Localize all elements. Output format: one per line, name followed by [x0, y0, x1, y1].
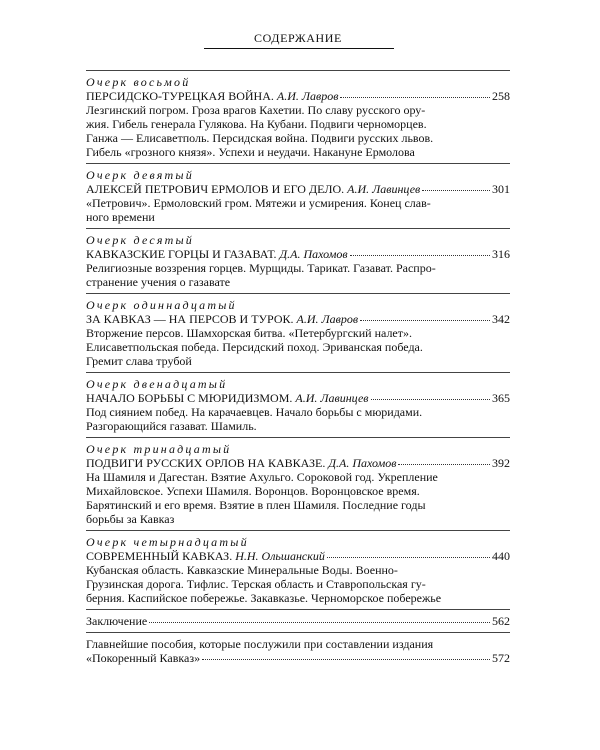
- dot-leader: [398, 455, 490, 465]
- sources-line: Главнейшие пособия, которые послужили при составлении издания: [86, 637, 434, 651]
- section-divider: [86, 632, 510, 633]
- chapter-title: КАВКАЗСКИЕ ГОРЦЫ И ГАЗАВАТ.: [86, 247, 277, 261]
- dot-leader: [149, 613, 490, 623]
- sources-text: [86, 637, 510, 651]
- page-number: 562: [492, 614, 510, 628]
- chapter-author: Д.А. Пахомов: [328, 456, 397, 470]
- summary-line: Разгорающийся газават. Шамиль.: [86, 419, 257, 433]
- toc-chapter: [86, 372, 510, 433]
- section-divider: [86, 437, 510, 438]
- title-underline: [204, 48, 394, 49]
- summary-line: Грузинская дорога. Тифлис. Терская область и Ставропольская гу-: [86, 577, 426, 591]
- toc-chapter: [86, 163, 510, 224]
- chapter-label: Очерк восьмой: [86, 75, 191, 89]
- chapter-summary: [86, 261, 510, 289]
- section-divider: [86, 163, 510, 164]
- section-divider: [86, 530, 510, 531]
- chapter-author: А.И. Лавинцев: [295, 391, 369, 405]
- section-divider: [86, 293, 510, 294]
- chapter-summary: [86, 405, 510, 433]
- dot-leader: [371, 390, 490, 400]
- chapter-label: Очерк десятый: [86, 233, 195, 247]
- summary-line: На Шамиля и Дагестан. Взятие Ахульго. Сороковой год. Укрепление: [86, 470, 438, 484]
- section-divider: [86, 372, 510, 373]
- chapter-summary: [86, 103, 510, 159]
- chapter-title-row[interactable]: [86, 247, 510, 261]
- chapter-title-row[interactable]: [86, 549, 510, 563]
- chapter-title: ЗА КАВКАЗ — НА ПЕРСОВ И ТУРОК.: [86, 312, 294, 326]
- dot-leader: [327, 548, 490, 558]
- chapter-title: АЛЕКСЕЙ ПЕТРОВИЧ ЕРМОЛОВ И ЕГО ДЕЛО.: [86, 182, 345, 196]
- chapter-title-row[interactable]: [86, 89, 510, 103]
- summary-line: Елисаветпольская победа. Персидский поход. Эриванская победа.: [86, 340, 423, 354]
- chapter-author: Н.Н. Ольшанский: [235, 549, 325, 563]
- toc-chapter: [86, 437, 510, 526]
- chapter-label: Очерк одиннадцатый: [86, 298, 237, 312]
- summary-line: Лезгинский погром. Гроза врагов Кахетии. По славу русского ору-: [86, 103, 426, 117]
- dot-leader: [202, 650, 490, 660]
- summary-line: берния. Каспийское побережье. Закавказье. Черноморское побережье: [86, 591, 442, 605]
- chapter-title: ПОДВИГИ РУССКИХ ОРЛОВ НА КАВКАЗЕ.: [86, 456, 326, 470]
- section-divider: [86, 228, 510, 229]
- summary-line: Михайловское. Успехи Шамиля. Воронцов. Воронцовское время.: [86, 484, 420, 498]
- chapter-summary: [86, 470, 510, 526]
- chapter-title: СОВРЕМЕННЫЙ КАВКАЗ.: [86, 549, 233, 563]
- section-divider: [86, 609, 510, 610]
- page-title: СОДЕРЖАНИЕ: [254, 31, 342, 45]
- summary-line: Кубанская область. Кавказские Минеральные Воды. Военно-: [86, 563, 398, 577]
- chapter-label: Очерк девятый: [86, 168, 194, 182]
- chapter-summary: [86, 196, 510, 224]
- chapter-title: ПЕРСИДСКО-ТУРЕЦКАЯ ВОЙНА.: [86, 89, 274, 103]
- toc-chapter: [86, 70, 510, 159]
- toc-content: [86, 66, 510, 665]
- chapter-author: А.И. Лавров: [296, 312, 359, 326]
- chapter-label: Очерк тринадцатый: [86, 442, 232, 456]
- dot-leader: [422, 181, 490, 191]
- chapter-title-row[interactable]: [86, 182, 510, 196]
- summary-line: Религиозные воззрения горцев. Мурщиды. Тарикат. Газават. Распро-: [86, 261, 436, 275]
- page-number: 365: [492, 391, 510, 405]
- chapter-title-row[interactable]: [86, 391, 510, 405]
- chapter-title-row[interactable]: [86, 456, 510, 470]
- summary-line: борьбы за Кавказ: [86, 512, 175, 526]
- conclusion-title: Заключение: [86, 614, 148, 628]
- summary-line: Барятинский и его время. Взятие в плен Шамиля. Последние годы: [86, 498, 426, 512]
- summary-line: Ганжа — Елисаветполь. Персидская война. Подвиги русских львов.: [86, 131, 434, 145]
- page-number: 440: [492, 549, 510, 563]
- chapter-label: Очерк четырнадцатый: [86, 535, 249, 549]
- page-number: 316: [492, 247, 510, 261]
- section-divider: [86, 70, 510, 71]
- toc-conclusion: [86, 609, 510, 628]
- chapter-author: А.И. Лавинцев: [347, 182, 421, 196]
- summary-line: ного времени: [86, 210, 155, 224]
- chapter-summary: [86, 563, 510, 605]
- chapter-summary: [86, 326, 510, 368]
- summary-line: странение учения о газавате: [86, 275, 231, 289]
- chapter-author: Д.А. Пахомов: [279, 247, 348, 261]
- page-number: 258: [492, 89, 510, 103]
- summary-line: Под сиянием побед. На карачаевцев. Начало борьбы с мюридами.: [86, 405, 423, 419]
- page-number: 392: [492, 456, 510, 470]
- dot-leader: [350, 246, 490, 256]
- summary-line: «Петрович». Ермоловский гром. Мятежи и усмирения. Конец слав-: [86, 196, 431, 210]
- page-number: 342: [492, 312, 510, 326]
- summary-line: жия. Гибель генерала Гулякова. На Кубани. Подвиги черноморцев.: [86, 117, 427, 131]
- dot-leader: [360, 311, 490, 321]
- toc-chapter: [86, 228, 510, 289]
- chapter-label: Очерк двенадцатый: [86, 377, 228, 391]
- chapter-title-row[interactable]: [86, 312, 510, 326]
- page-number: 301: [492, 182, 510, 196]
- summary-line: Гремит слава трубой: [86, 354, 192, 368]
- dot-leader: [340, 88, 490, 98]
- toc-chapter: [86, 530, 510, 605]
- toc-chapter: [86, 293, 510, 368]
- summary-line: Гибель «грозного князя». Успехи и неудачи. Накануне Ермолова: [86, 145, 415, 159]
- toc-sources: [86, 632, 510, 665]
- page-number: 572: [492, 651, 510, 665]
- summary-line: Вторжение персов. Шамхорская битва. «Петербургский налет».: [86, 326, 412, 340]
- sources-title: «Покоренный Кавказ»: [86, 651, 201, 665]
- conclusion-row[interactable]: [86, 614, 510, 628]
- chapter-title: НАЧАЛО БОРЬБЫ С МЮРИДИЗМОМ.: [86, 391, 293, 405]
- chapter-author: А.И. Лавров: [276, 89, 339, 103]
- sources-row[interactable]: [86, 651, 510, 665]
